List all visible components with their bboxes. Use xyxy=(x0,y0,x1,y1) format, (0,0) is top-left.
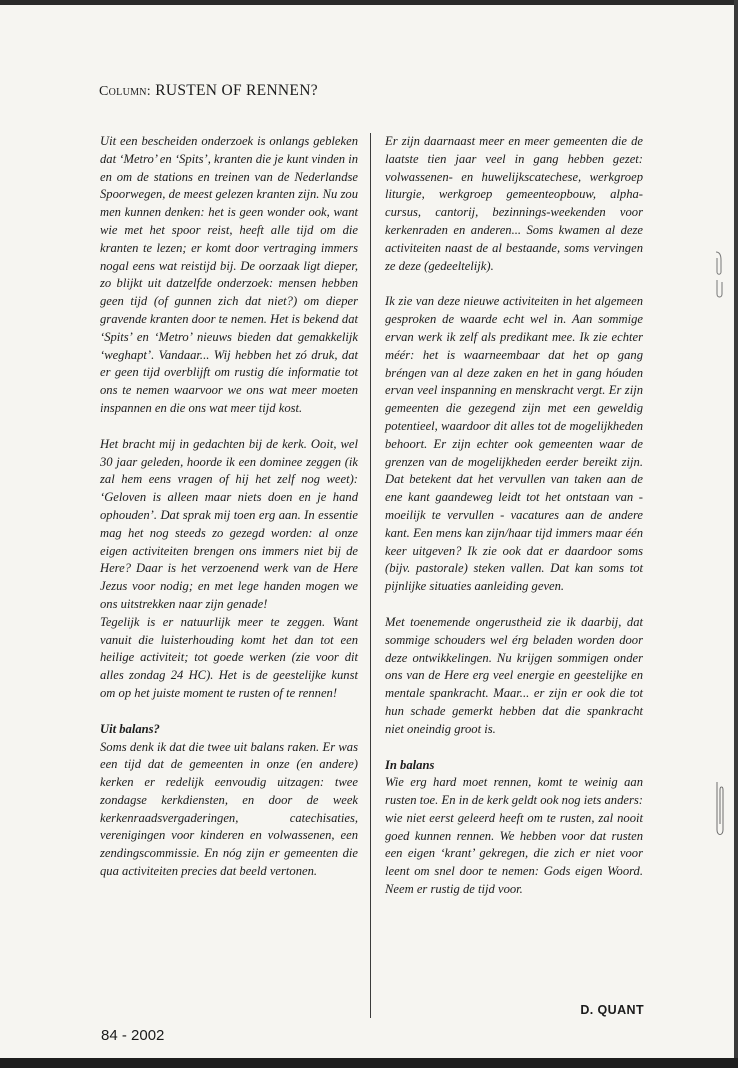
section-heading-in-balans: In balans xyxy=(385,757,435,772)
binder-clip-icon xyxy=(712,250,726,300)
section-heading-uit-balans: Uit balans? xyxy=(100,721,160,736)
scan-edge-bottom xyxy=(0,1058,738,1068)
left-paragraph-2: Het bracht mij in gedachten bij de kerk. Ooit, wel 30 jaar geleden, hoorde ik een dominee zeggen (ik zal hem eens vragen of hij het zelf nog weet): ‘Geloven is alleen maar niets doen en je hand ophouden’. Dat sprak mij toen erg aan. In essentie mag het nog steeds zo gezegd worden: al onze eigen activiteiten brengen ons immers niet bij de Here? Daar is het verzoenend werk van de Here Jezus voor nodig; en met lege handen mogen we ons uitstrekken naar zijn genade! xyxy=(100,436,358,611)
column-heading: RUSTEN OF RENNEN? xyxy=(155,82,318,99)
column-divider xyxy=(370,133,371,1018)
right-paragraph-4: Wie erg hard moet rennen, komt te weinig aan rusten toe. En in de kerk geldt ook nog iets anders: wie niet eerst geleerd heeft om te rusten, zal nooit goed kunnen rennen. We hebben voor dat rusten een eigen ‘krant’ gekregen, die zich er niet voor leent om snel door te nemen: Gods eigen Woord. Neem er rustig de tijd voor. xyxy=(385,775,643,897)
right-paragraph-1: Er zijn daarnaast meer en meer gemeenten die de laatste tien jaar veel in gang hebben gezet: volwassenen- en huwelijkscatechese, werkgroep liturgie, werkgroep gemeenteopbouw, alpha-cursus, cantorij, bezinnings-weekenden voor kerkenraden en anderen... Soms kwamen al deze activiteiten naast de al bestaande, soms vervingen ze deze (gedeeltelijk). xyxy=(385,134,643,273)
right-paragraph-3: Met toenemende ongerustheid zie ik daarbij, dat sommige schouders wel érg beladen worden door deze ontwikkelingen. Nu krijgen sommigen onder ons van de Here erg veel energie en geestelijke en mentale spankracht. Maar... er zijn er ook die tot hun schade gemerkt hebben dat die spankracht niet oneindig groot is. xyxy=(385,614,643,736)
binder-clip-icon-lower xyxy=(712,780,726,840)
left-paragraph-1: Uit een bescheiden onderzoek is onlangs gebleken dat ‘Metro’ en ‘Spits’, kranten die je kunt vinden in en om de stations en treinen van de Nederlandse Spoorwegen, de meest gelezen kranten zijn. Nu zou men kunnen denken: het is geen wonder ook, want wie met het spoor reist, heeft alle tijd om die kranten te lezen; er komt door vertraging immers nogal eens wat reistijd bij. De oorzaak ligt dieper, zo blijkt uit datzelfde onderzoek: mensen hebben geen tijd (of gunnen zich dat niet?) om dieper gravende kranten door te nemen. Het is bekend dat ‘Spits’ en ‘Metro’ nieuws bieden dat gemakkelijk ‘weghapt’. Vandaar... Wij hebben het zó druk, dat er geen tijd overblijft om rustig díe informatie tot ons te nemen waarvoor we ons wat meer moeten inspannen en die ons wat meer tijd kost. xyxy=(100,134,358,415)
left-paragraph-4: Soms denk ik dat die twee uit balans raken. Er was een tijd dat de gemeenten in onze (en andere) kerken er redelijk eenvoudig uitzagen: twee zondagse kerkdiensten, en door de week kerkenraadsvergaderingen, catechisaties, verenigingen voor kinderen en volwassenen, een zendingscommissie. En nóg zijn er gemeenten die qua activiteiten precies dat beeld vertonen. xyxy=(100,739,358,879)
right-paragraph-2: Ik zie van deze nieuwe activiteiten in het algemeen gesproken de waarde echt wel in. Aan sommige ervan werk ik zelf als predikant mee. Ik zie echter méér: het is waarneembaar dat het op gang bréngen van al deze zaken en het in gang hóuden ervan veel inspanning en menskracht vergt. Er zijn gemeenten die gezegend zijn met een geweldig potentieel, waardoor dit alles tot de mogelijkheden behoort. Er zijn echter ook gemeenten waar de grenzen van de mogelijkheden eerder bereikt zijn. Dat betekent dat het vervullen van taken aan de ene kant gaandeweg leidt tot het ontstaan van -moeilijk te vervullen - vacatures aan de andere kant. Een mens kan zijn/haar tijd immers maar één keer uitgeven? Ik zie ook dat er daardoor soms (bijv. pastorale) steken vallen. Dat kan soms tot pijnlijke situaties aanleiding geven. xyxy=(385,294,643,594)
column-label: Column: xyxy=(99,84,151,99)
left-column xyxy=(100,133,358,899)
column-title xyxy=(99,82,318,100)
scan-edge-right xyxy=(734,0,738,1068)
author-signature: D. QUANT xyxy=(580,1003,644,1017)
left-paragraph-3: Tegelijk is er natuurlijk meer te zeggen. Want vanuit die luisterhouding komt het dan tot een heilige activiteit; tot goede werken (zie voor dit alles zondag 24 HC). Het is de geestelijke kunst om op het juiste moment te rusten of te rennen! xyxy=(100,614,358,700)
page-number: 84 - 2002 xyxy=(101,1027,165,1044)
right-column xyxy=(385,133,643,917)
